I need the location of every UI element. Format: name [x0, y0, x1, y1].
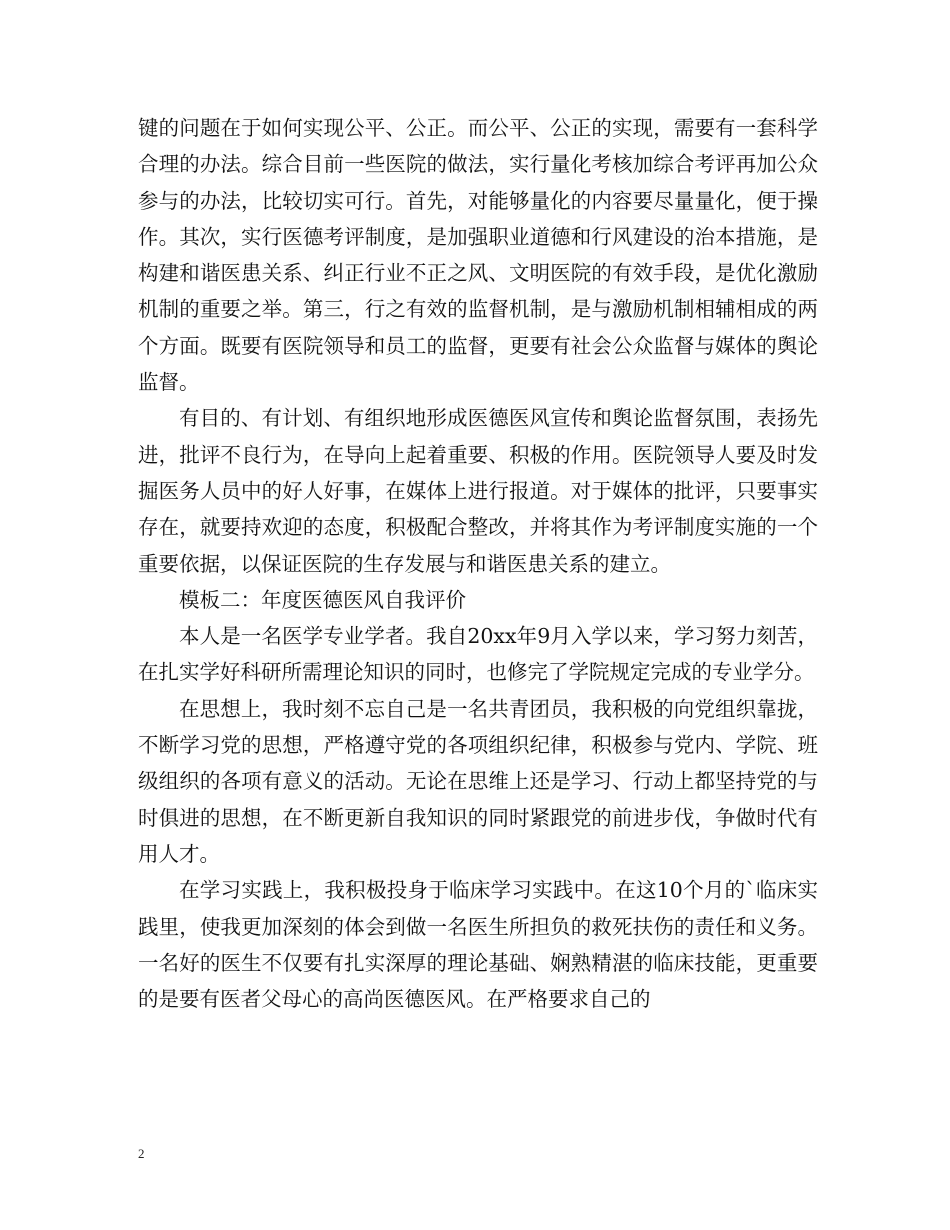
document-body	[138, 110, 818, 1017]
paragraph-1: 键的问题在于如何实现公平、公正。而公平、公正的实现，需要有一套科学合理的办法。综合目前一些医院的做法，实行量化考核加综合考评再加公众参与的办法，比较切实可行。首先，对能够量化的内容要尽量量化，便于操作。其次，实行医德考评制度，是加强职业道德和行风建设的治本措施，是构建和谐医患关系、纠正行业不正之风、文明医院的有效手段，是优化激励机制的重要之举。第三，行之有效的监督机制，是与激励机制相辅相成的两个方面。既要有医院领导和员工的监督，更要有社会公众监督与媒体的舆论监督。	[138, 116, 818, 395]
paragraph-3: 本人是一名医学专业学者。我自20xx年9月入学以来，学习努力刻苦，在扎实学好科研所需理论知识的同时，也修完了学院规定完成的专业学分。	[138, 624, 818, 685]
paragraph-2: 有目的、有计划、有组织地形成医德医风宣传和舆论监督氛围，表扬先进，批评不良行为，在导向上起着重要、积极的作用。医院领导人要及时发掘医务人员中的好人好事，在媒体上进行报道。对于媒体的批评，只要事实存在，就要持欢迎的态度，积极配合整改，并将其作为考评制度实施的一个重要依据，以保证医院的生存发展与和谐医患关系的建立。	[138, 406, 818, 576]
page-number: 2	[138, 1146, 145, 1161]
section-heading: 模板二：年度医德医风自我评价	[179, 587, 466, 612]
paragraph-4: 在思想上，我时刻不忘自己是一名共青团员，我积极的向党组织靠拢，不断学习党的思想，严格遵守党的各项组织纪律，积极参与党内、学院、班级组织的各项有意义的活动。无论在思维上还是学习、行动上都坚持党的与时俱进的思想，在不断更新自我知识的同时紧跟党的前进步伐，争做时代有用人才。	[138, 696, 818, 866]
paragraph-5: 在学习实践上，我积极投身于临床学习实践中。在这10个月的`临床实践里，使我更加深刻的体会到做一名医生所担负的救死扶伤的责任和义务。一名好的医生不仅要有扎实深厚的理论基础、娴熟精湛的临床技能，更重要的是要有医者父母心的高尚医德医风。在严格要求自己的	[138, 878, 818, 1012]
